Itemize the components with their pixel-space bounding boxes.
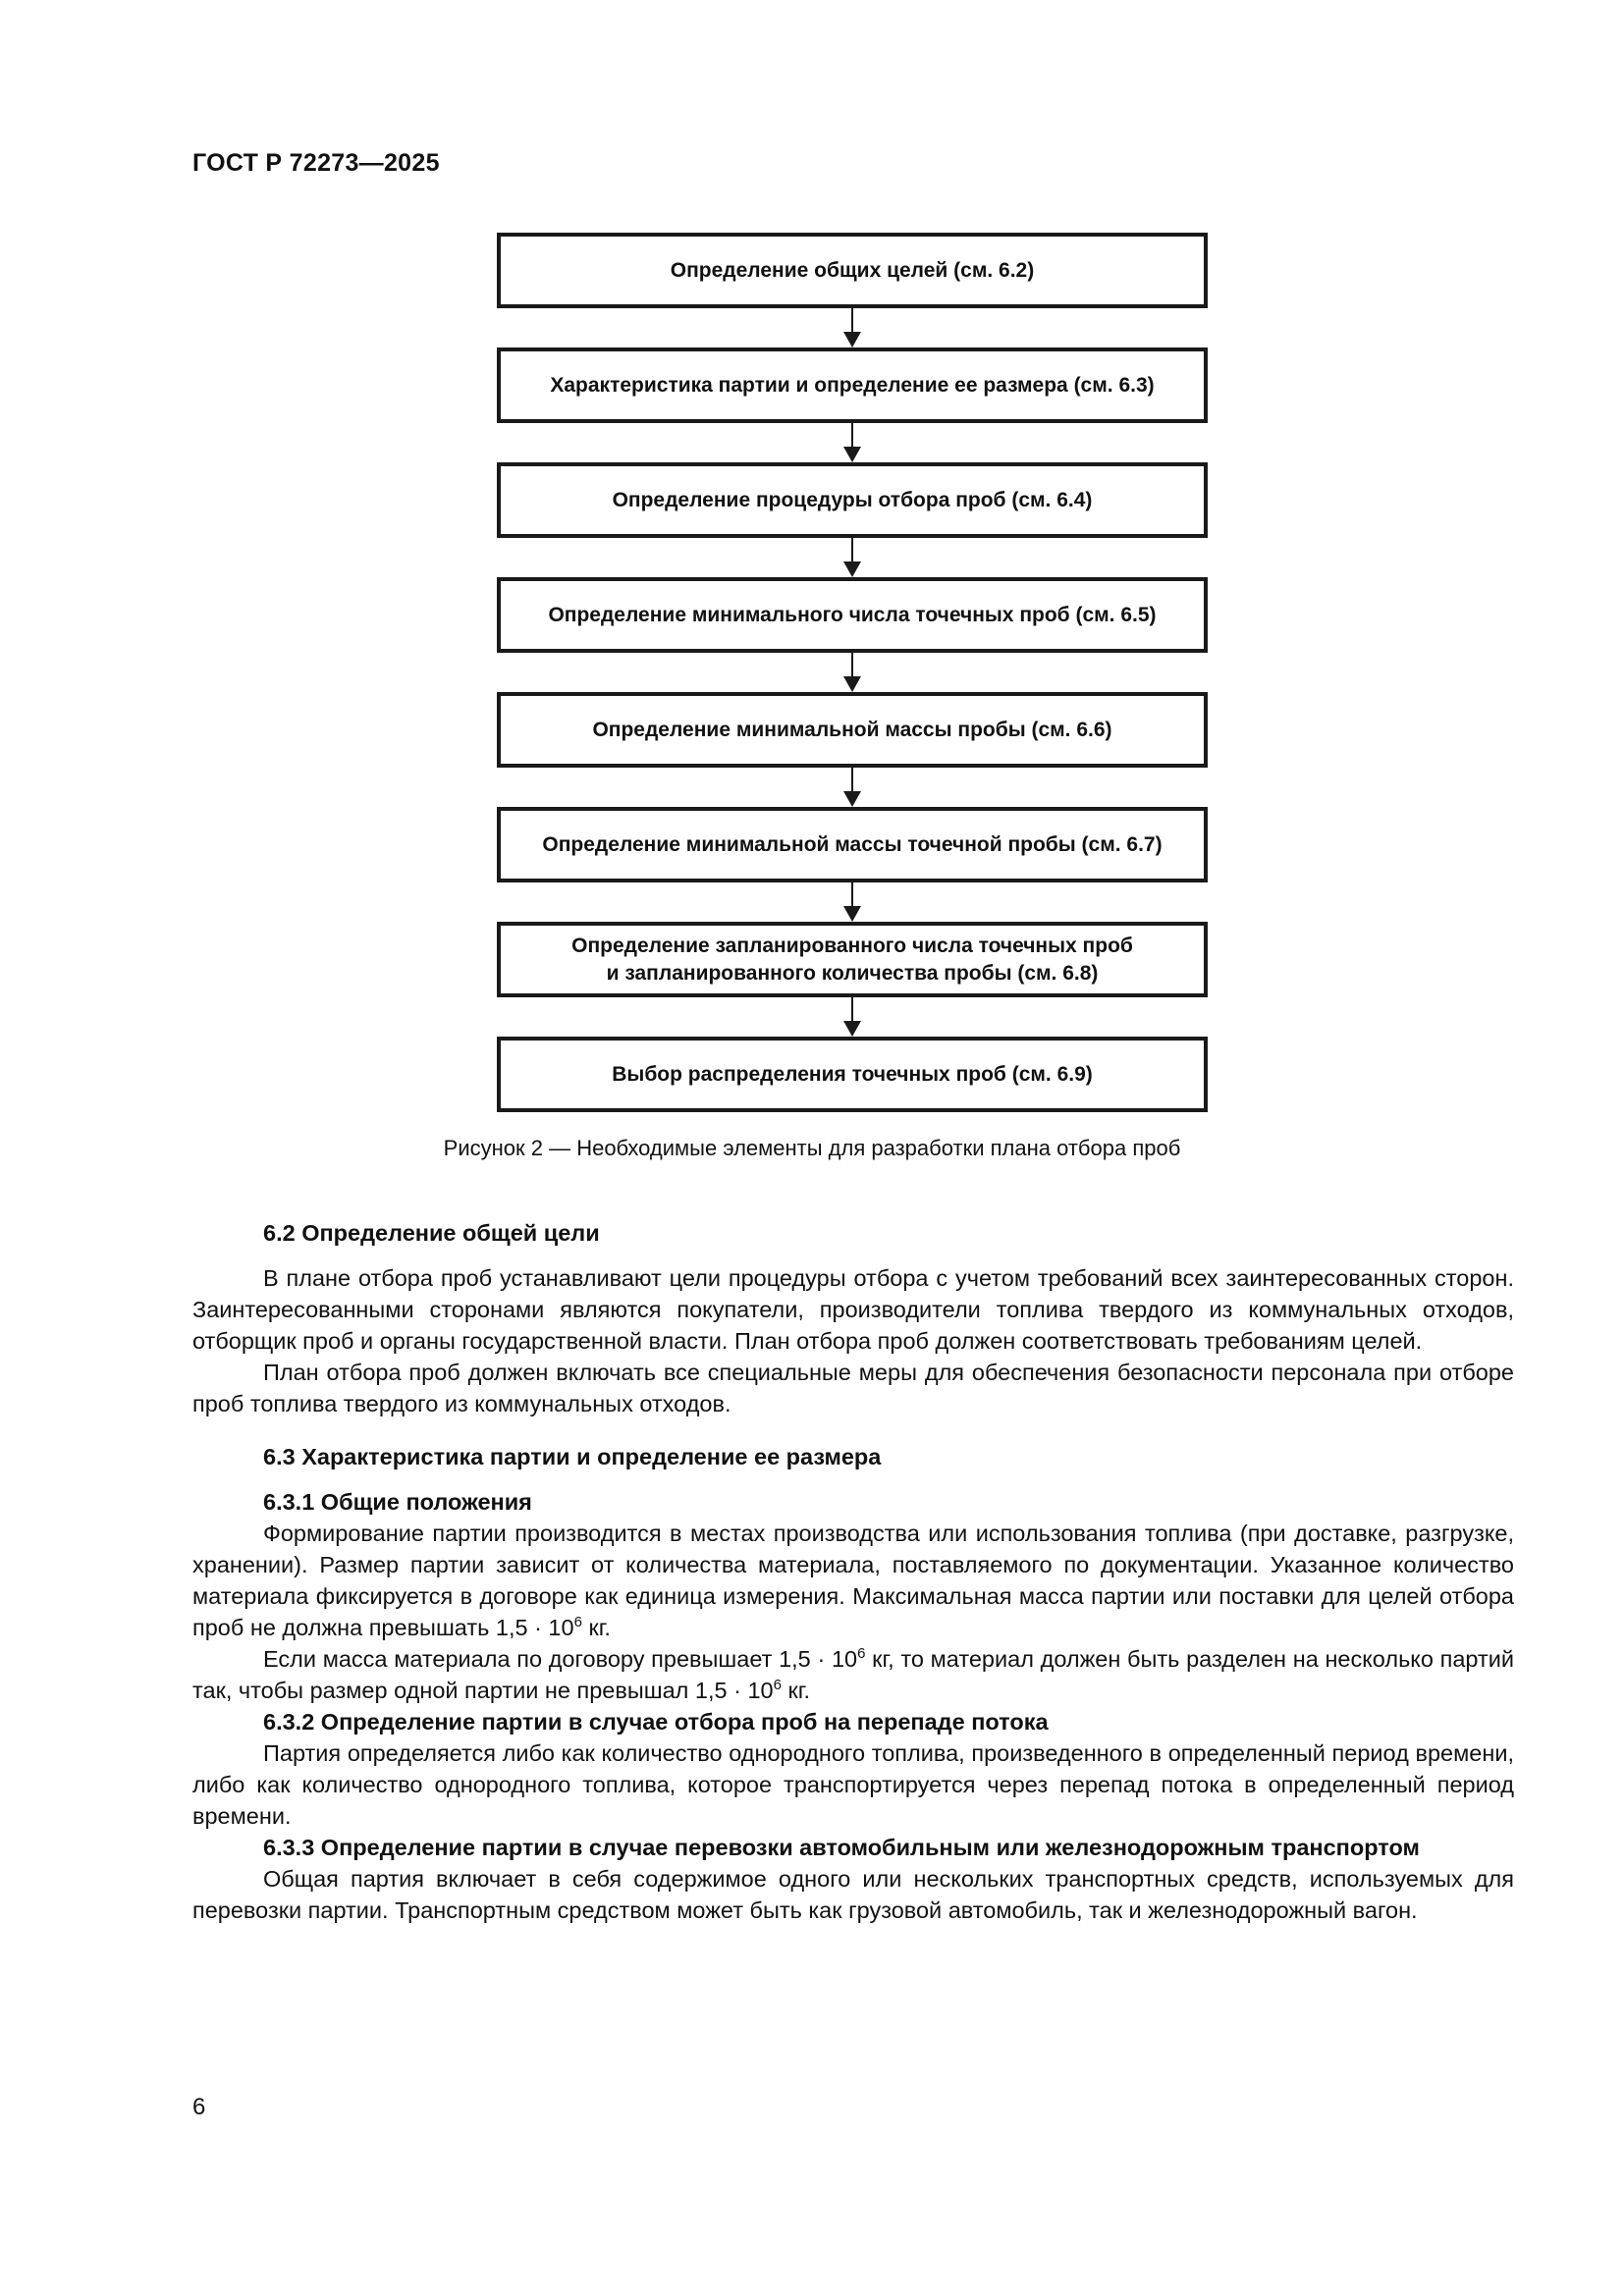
flow-arrow [497, 997, 1208, 1037]
section-6-2-title: 6.2 Определение общей цели [263, 1220, 600, 1246]
flow-arrow [497, 882, 1208, 922]
paragraph: Общая партия включает в себя содержимое одного или нескольких транспортных средств, используемых для перевозки партии. Транспортным средством может быть как грузовой автомобиль, так и железнодорожный вагон. [192, 1866, 1514, 1923]
page-number: 6 [192, 2094, 206, 2120]
paragraph: План отбора проб должен включать все специальные меры для обеспечения безопасности персонала при отборе проб топлива твердого из коммунальных отходов. [192, 1360, 1514, 1416]
flow-step-7: Определение запланированного числа точечных проб и запланированного количества пробы (см. 6.8) [497, 922, 1208, 997]
flow-step-8: Выбор распределения точечных проб (см. 6.9) [497, 1037, 1208, 1112]
flow-step-6: Определение минимальной массы точечной пробы (см. 6.7) [497, 807, 1208, 882]
figure-caption: Рисунок 2 — Необходимые элементы для разработки плана отбора проб [443, 1136, 1181, 1160]
flow-step-1: Определение общих целей (см. 6.2) [497, 233, 1208, 308]
flow-step-2: Характеристика партии и определение ее размера (см. 6.3) [497, 347, 1208, 423]
body-text [192, 1217, 1514, 1926]
paragraph: В плане отбора проб устанавливают цели процедуры отбора с учетом требований всех заинтересованных сторон. Заинтересованными сторонами являются покупатели, производители топлива твердого из коммунальных отходов, отборщик проб и органы государственной власти. План отбора проб должен соответствовать требованиям целей. [192, 1265, 1514, 1354]
flow-arrow [497, 308, 1208, 347]
section-6-3-3-title: 6.3.3 Определение партии в случае перевозки автомобильным или железнодорожным транспортом [263, 1835, 1420, 1860]
flow-arrow [497, 653, 1208, 692]
section-6-3-1-title: 6.3.1 Общие положения [263, 1489, 532, 1515]
flow-arrow [497, 538, 1208, 577]
flow-arrow [497, 423, 1208, 462]
paragraph: Если масса материала по договору превышает $1,5 \cdot 10^6$ кг, то материал должен быть разделен на несколько партий так, чтобы размер одной партии не превышал $1,5 \cdot 10^6$ кг. [192, 1645, 1514, 1703]
section-6-3-2-title: 6.3.2 Определение партии в случае отбора проб на перепаде потока [263, 1709, 1049, 1735]
paragraph: Партия определяется либо как количество однородного топлива, произведенного в определенный период времени, либо как количество однородного топлива, которое транспортируется через перепад потока в определенный период времени. [192, 1740, 1514, 1829]
flow-step-4: Определение минимального числа точечных проб (см. 6.5) [497, 577, 1208, 653]
paragraph: Формирование партии производится в местах производства или использования топлива (при доставке, разгрузке, хранении). Размер партии зависит от количества материала, поставляемого по документации. Указанное количество материала фиксируется в договоре как единица измерения. Максимальная масса партии или поставки для целей отбора проб не должна превышать $1,5 \cdot 10^6$ кг. [192, 1521, 1514, 1640]
section-6-3-title: 6.3 Характеристика партии и определение ее размера [263, 1444, 882, 1469]
flowchart [497, 233, 1208, 1112]
flow-step-3: Определение процедуры отбора проб (см. 6.4) [497, 462, 1208, 538]
flow-arrow [497, 768, 1208, 807]
flow-step-5: Определение минимальной массы пробы (см. 6.6) [497, 692, 1208, 768]
document-header: ГОСТ Р 72273—2025 [192, 149, 440, 177]
